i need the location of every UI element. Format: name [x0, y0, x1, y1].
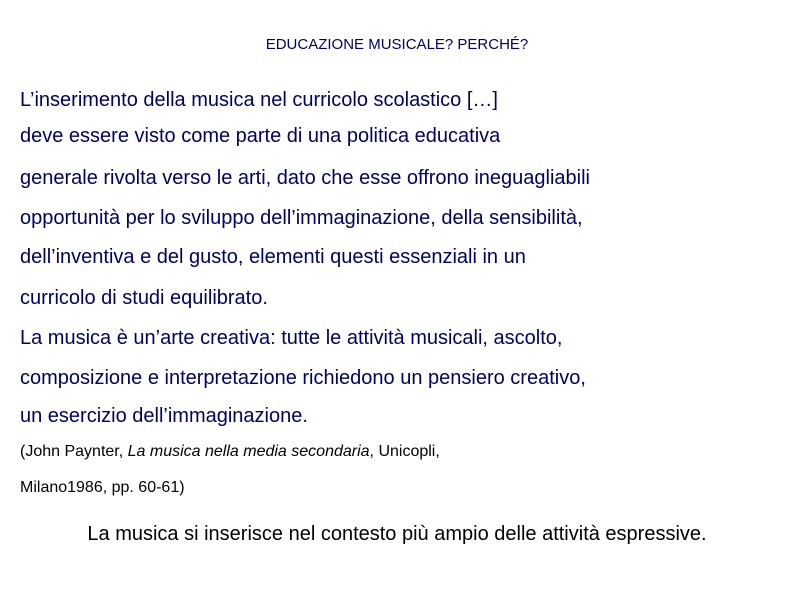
- citation-prefix: (John Paynter,: [20, 443, 128, 460]
- citation-line-2: Milano1986, pp. 60-61): [20, 479, 185, 496]
- quote-line-4: opportunità per lo sviluppo dell’immaginazione, della sensibilità,: [20, 207, 583, 229]
- quote-line-3: generale rivolta verso le arti, dato che esse offrono ineguagliabili: [20, 167, 590, 189]
- citation-publisher: , Unicopli,: [369, 443, 440, 460]
- footer-statement: La musica si inserisce nel contesto più ampio delle attività espressive.: [87, 523, 707, 545]
- slide-title: EDUCAZIONE MUSICALE? PERCHÉ?: [265, 36, 529, 53]
- quote-line-2: deve essere visto come parte di una politica educativa: [20, 125, 501, 147]
- quote-line-5: dell’inventiva e del gusto, elementi questi essenziali in un: [20, 246, 526, 268]
- quote-line-8: composizione e interpretazione richiedono un pensiero creativo,: [20, 367, 586, 389]
- quote-line-6: curricolo di studi equilibrato.: [20, 287, 268, 309]
- citation-line-1: [20, 442, 440, 462]
- quote-line-9: un esercizio dell’immaginazione.: [20, 405, 308, 427]
- citation-book-title: La musica nella media secondaria: [127, 443, 370, 460]
- quote-line-7: La musica è un’arte creativa: tutte le attività musicali, ascolto,: [20, 327, 563, 349]
- quote-line-1: L’inserimento della musica nel curricolo scolastico […]: [20, 89, 498, 111]
